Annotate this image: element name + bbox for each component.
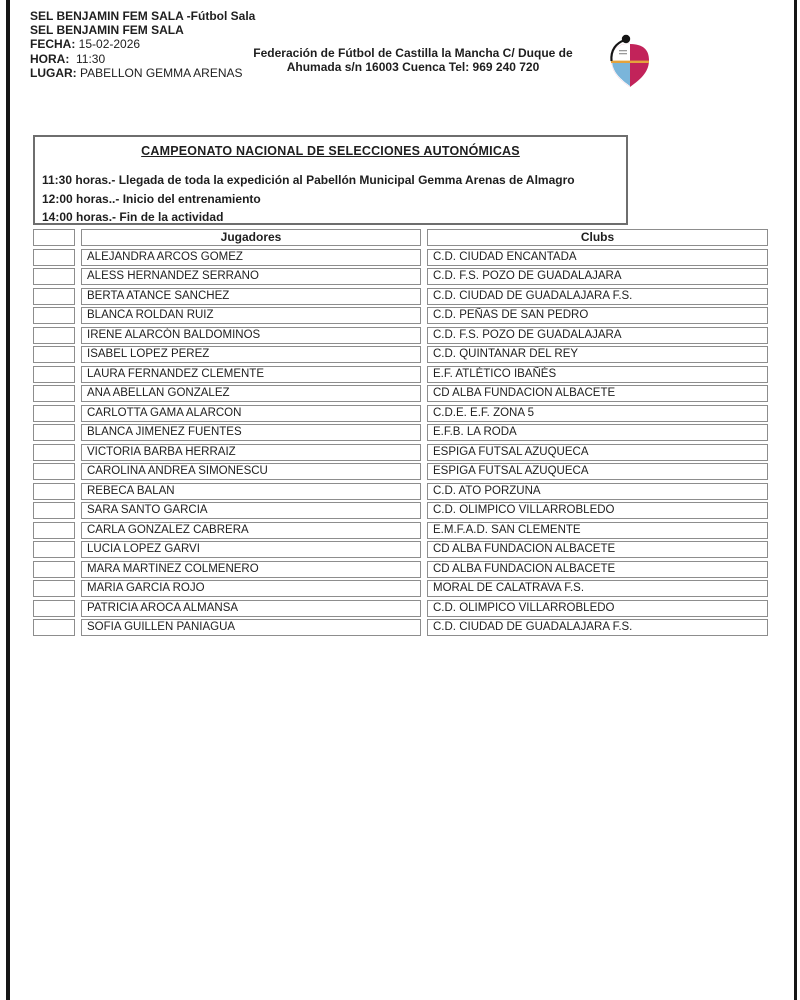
table-row	[33, 424, 768, 441]
club-cell: C.D. F.S. POZO DE GUADALAJARA	[427, 327, 768, 344]
crest-yellow-band	[611, 61, 649, 63]
row-number-cell	[33, 600, 75, 617]
club-cell: C.D. CIUDAD DE GUADALAJARA F.S.	[427, 288, 768, 305]
roster-table	[33, 229, 768, 639]
player-name-cell: BLANCA ROLDAN RUIZ	[81, 307, 421, 324]
row-number-cell	[33, 405, 75, 422]
club-cell: C.D. ATO PORZUNA	[427, 483, 768, 500]
club-cell: CD ALBA FUNDACION ALBACETE	[427, 561, 768, 578]
player-name-cell: ALEJANDRA ARCOS GOMEZ	[81, 249, 421, 266]
player-name-cell: ISABEL LOPEZ PEREZ	[81, 346, 421, 363]
federation-address-line1: Federación de Fútbol de Castilla la Mancha C/ Duque de	[253, 46, 573, 60]
row-number-cell	[33, 463, 75, 480]
row-number-cell	[33, 249, 75, 266]
player-name-cell: SARA SANTO GARCIA	[81, 502, 421, 519]
schedule-item: 11:30 horas.- Llegada de toda la expedición al Pabellón Municipal Gemma Arenas de Almagro	[42, 173, 575, 187]
scan-edge-right	[794, 0, 797, 1000]
table-row	[33, 502, 768, 519]
player-name-cell: LUCIA LOPEZ GARVI	[81, 541, 421, 558]
crest-text-mark	[619, 50, 627, 51]
document-header	[30, 9, 255, 80]
table-row	[33, 327, 768, 344]
player-name-cell: IRENE ALARCÓN BALDOMINOS	[81, 327, 421, 344]
hora-value: 11:30	[76, 51, 106, 66]
table-header-row	[33, 229, 768, 246]
row-number-cell	[33, 502, 75, 519]
table-row	[33, 268, 768, 285]
row-number-cell	[33, 346, 75, 363]
club-cell: CD ALBA FUNDACION ALBACETE	[427, 541, 768, 558]
hora-line	[30, 52, 255, 66]
club-cell: C.D. CIUDAD ENCANTADA	[427, 249, 768, 266]
table-row	[33, 444, 768, 461]
player-name-cell: REBECA BALAN	[81, 483, 421, 500]
row-number-cell	[33, 268, 75, 285]
table-row	[33, 366, 768, 383]
table-row	[33, 619, 768, 636]
club-cell: C.D. OLIMPICO VILLARROBLEDO	[427, 502, 768, 519]
lugar-value: PABELLON GEMMA ARENAS	[80, 65, 243, 80]
selection-title-line2: SEL BENJAMIN FEM SALA	[30, 23, 184, 38]
club-cell: CD ALBA FUNDACION ALBACETE	[427, 385, 768, 402]
schedule-list	[35, 171, 626, 227]
row-number-cell	[33, 366, 75, 383]
federation-address-line2: Ahumada s/n 16003 Cuenca Tel: 969 240 720	[286, 59, 540, 74]
federation-crest-icon	[606, 33, 654, 89]
player-name-cell: ANA ABELLAN GONZALEZ	[81, 385, 421, 402]
player-name-cell: CARLA GONZALEZ CABRERA	[81, 522, 421, 539]
player-name-cell: CAROLINA ANDREA SIMONESCU	[81, 463, 421, 480]
roster-rows	[33, 249, 768, 637]
table-row	[33, 346, 768, 363]
club-cell: E.F. ATLÉTICO IBAÑÉS	[427, 366, 768, 383]
table-row	[33, 483, 768, 500]
lugar-line	[30, 66, 255, 80]
club-cell: C.D.E. E.F. ZONA 5	[427, 405, 768, 422]
player-name-cell: MARIA GARCIA ROJO	[81, 580, 421, 597]
row-number-cell	[33, 424, 75, 441]
row-number-cell	[33, 444, 75, 461]
table-row	[33, 385, 768, 402]
row-number-cell	[33, 619, 75, 636]
table-row	[33, 405, 768, 422]
club-cell: C.D. QUINTANAR DEL REY	[427, 346, 768, 363]
table-row	[33, 580, 768, 597]
selection-title-line1: SEL BENJAMIN FEM SALA -Fútbol Sala	[30, 9, 256, 23]
schedule-item: 14:00 horas.- Fin de la actividad	[42, 210, 224, 225]
row-number-cell	[33, 541, 75, 558]
scan-edge-left	[6, 0, 10, 1000]
hora-label: HORA:	[30, 51, 70, 66]
table-row	[33, 561, 768, 578]
fecha-line	[30, 37, 255, 51]
club-cell: MORAL DE CALATRAVA F.S.	[427, 580, 768, 597]
row-number-cell	[33, 288, 75, 305]
table-row	[33, 288, 768, 305]
crest-text-mark	[619, 53, 627, 54]
club-cell: C.D. OLIMPICO VILLARROBLEDO	[427, 600, 768, 617]
event-info-box	[33, 135, 628, 225]
club-cell: C.D. CIUDAD DE GUADALAJARA F.S.	[427, 619, 768, 636]
player-name-cell: CARLOTTA GAMA ALARCON	[81, 405, 421, 422]
player-name-cell: ALESS HERNANDEZ SERRANO	[81, 268, 421, 285]
row-number-cell	[33, 327, 75, 344]
player-name-cell: MARA MARTINEZ COLMENERO	[81, 561, 421, 578]
club-cell: E.M.F.A.D. SAN CLEMENTE	[427, 522, 768, 539]
crest-left-blue	[612, 63, 630, 86]
table-row	[33, 522, 768, 539]
fecha-value: 15-02-2026	[78, 37, 141, 52]
row-number-cell	[33, 483, 75, 500]
row-number-cell	[33, 307, 75, 324]
schedule-item: 12:00 horas..- Inicio del entrenamiento	[42, 191, 261, 206]
row-number-cell	[33, 580, 75, 597]
club-cell: C.D. F.S. POZO DE GUADALAJARA	[427, 268, 768, 285]
club-cell: ESPIGA FUTSAL AZUQUECA	[427, 463, 768, 480]
number-column-header	[33, 229, 75, 246]
event-title: CAMPEONATO NACIONAL DE SELECCIONES AUTONÓMICAS	[141, 144, 520, 158]
crest-ball-icon	[622, 35, 630, 43]
player-name-cell: PATRICIA AROCA ALMANSA	[81, 600, 421, 617]
lugar-label: LUGAR:	[30, 65, 77, 80]
player-name-cell: BERTA ATANCE SANCHEZ	[81, 288, 421, 305]
player-name-cell: SOFIA GUILLEN PANIAGUA	[81, 619, 421, 636]
row-number-cell	[33, 561, 75, 578]
jugadores-column-header: Jugadores	[81, 229, 421, 246]
clubs-column-header: Clubs	[427, 229, 768, 246]
row-number-cell	[33, 385, 75, 402]
table-row	[33, 600, 768, 617]
table-row	[33, 249, 768, 266]
fecha-label: FECHA:	[30, 37, 76, 52]
table-row	[33, 541, 768, 558]
player-name-cell: BLANCA JIMENEZ FUENTES	[81, 424, 421, 441]
player-name-cell: LAURA FERNANDEZ CLEMENTE	[81, 366, 421, 383]
federation-address	[246, 47, 580, 75]
club-cell: ESPIGA FUTSAL AZUQUECA	[427, 444, 768, 461]
table-row	[33, 307, 768, 324]
club-cell: C.D. PEÑAS DE SAN PEDRO	[427, 307, 768, 324]
player-name-cell: VICTORIA BARBA HERRAIZ	[81, 444, 421, 461]
club-cell: E.F.B. LA RODA	[427, 424, 768, 441]
row-number-cell	[33, 522, 75, 539]
table-row	[33, 463, 768, 480]
